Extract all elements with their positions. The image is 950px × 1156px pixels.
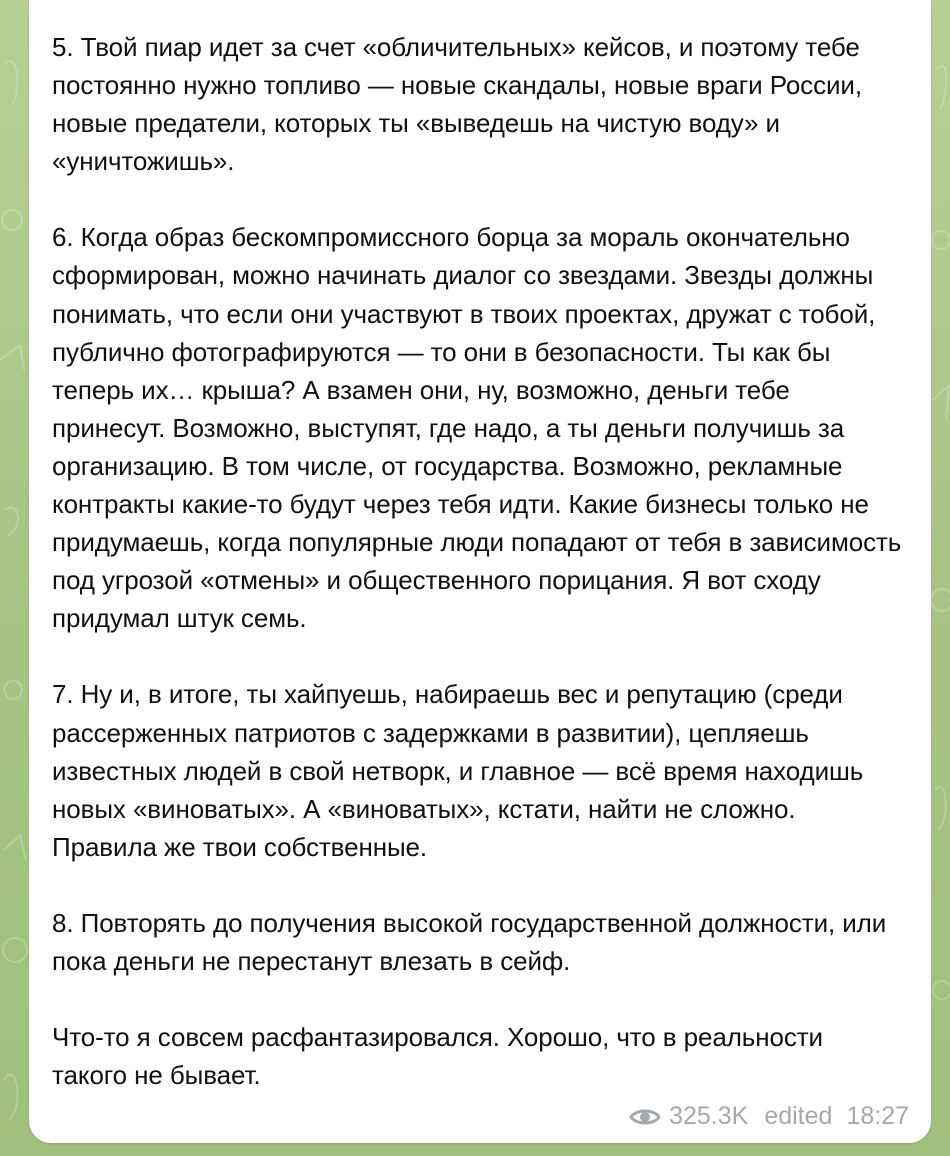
message-paragraph-6: 6. Когда образ бескомпромиссного борца за мораль окончательно сформирован, можно начинать диалог со звездами. Звезды должны понимать, что если они участвуют в твоих проектах, дружат с тобой, публично фотографируются — то они в безопасности. Ты как бы теперь их… крыша? А взамен они, ну, возможно, деньги тебе принесут. Возможно, выступят, где надо, а ты деньги получишь за организацию. В том числе, от государства. Возможно, рекламные контракты какие-то будут через тебя идти. Какие бизнесы только не придумаешь, когда популярные люди попадают от тебя в зависимость под угрозой «отмены» и общественного порицания. Я вот сходу придумал штук семь. [52,222,902,634]
message-text [52,28,902,1094]
message-time: 18:27 [846,1102,909,1130]
message-paragraph-7: 7. Ну и, в итоге, ты хайпуешь, набираешь вес и репутацию (среди рассерженных патриотов с задержками в развитии), цепляешь известных людей в свой нетворк, и главное — всё время находишь новых «виноватых». А «виноватых», кстати, найти не сложно. Правила же твои собственные. [52,679,864,862]
message-paragraph-5: 5. Твой пиар идет за счет «обличительных» кейсов, и поэтому тебе постоянно нужно топливо — новые скандалы, новые враги России, новые предатели, которых ты «выведешь на чистую воду» и «уничтожишь». [52,32,862,177]
eye-icon [629,1106,661,1128]
view-count: 325.3K [669,1102,749,1130]
message-paragraph-8: 8. Повторять до получения высокой государственной должности, или пока деньги не перестанут влезать в сейф. [52,907,887,976]
message-paragraph-closing: Что-то я совсем расфантазировался. Хорошо, что в реальности такого не бывает. [52,1022,823,1091]
message-meta [629,1102,909,1131]
edited-label: edited [764,1102,833,1130]
message-bubble [29,0,931,1143]
